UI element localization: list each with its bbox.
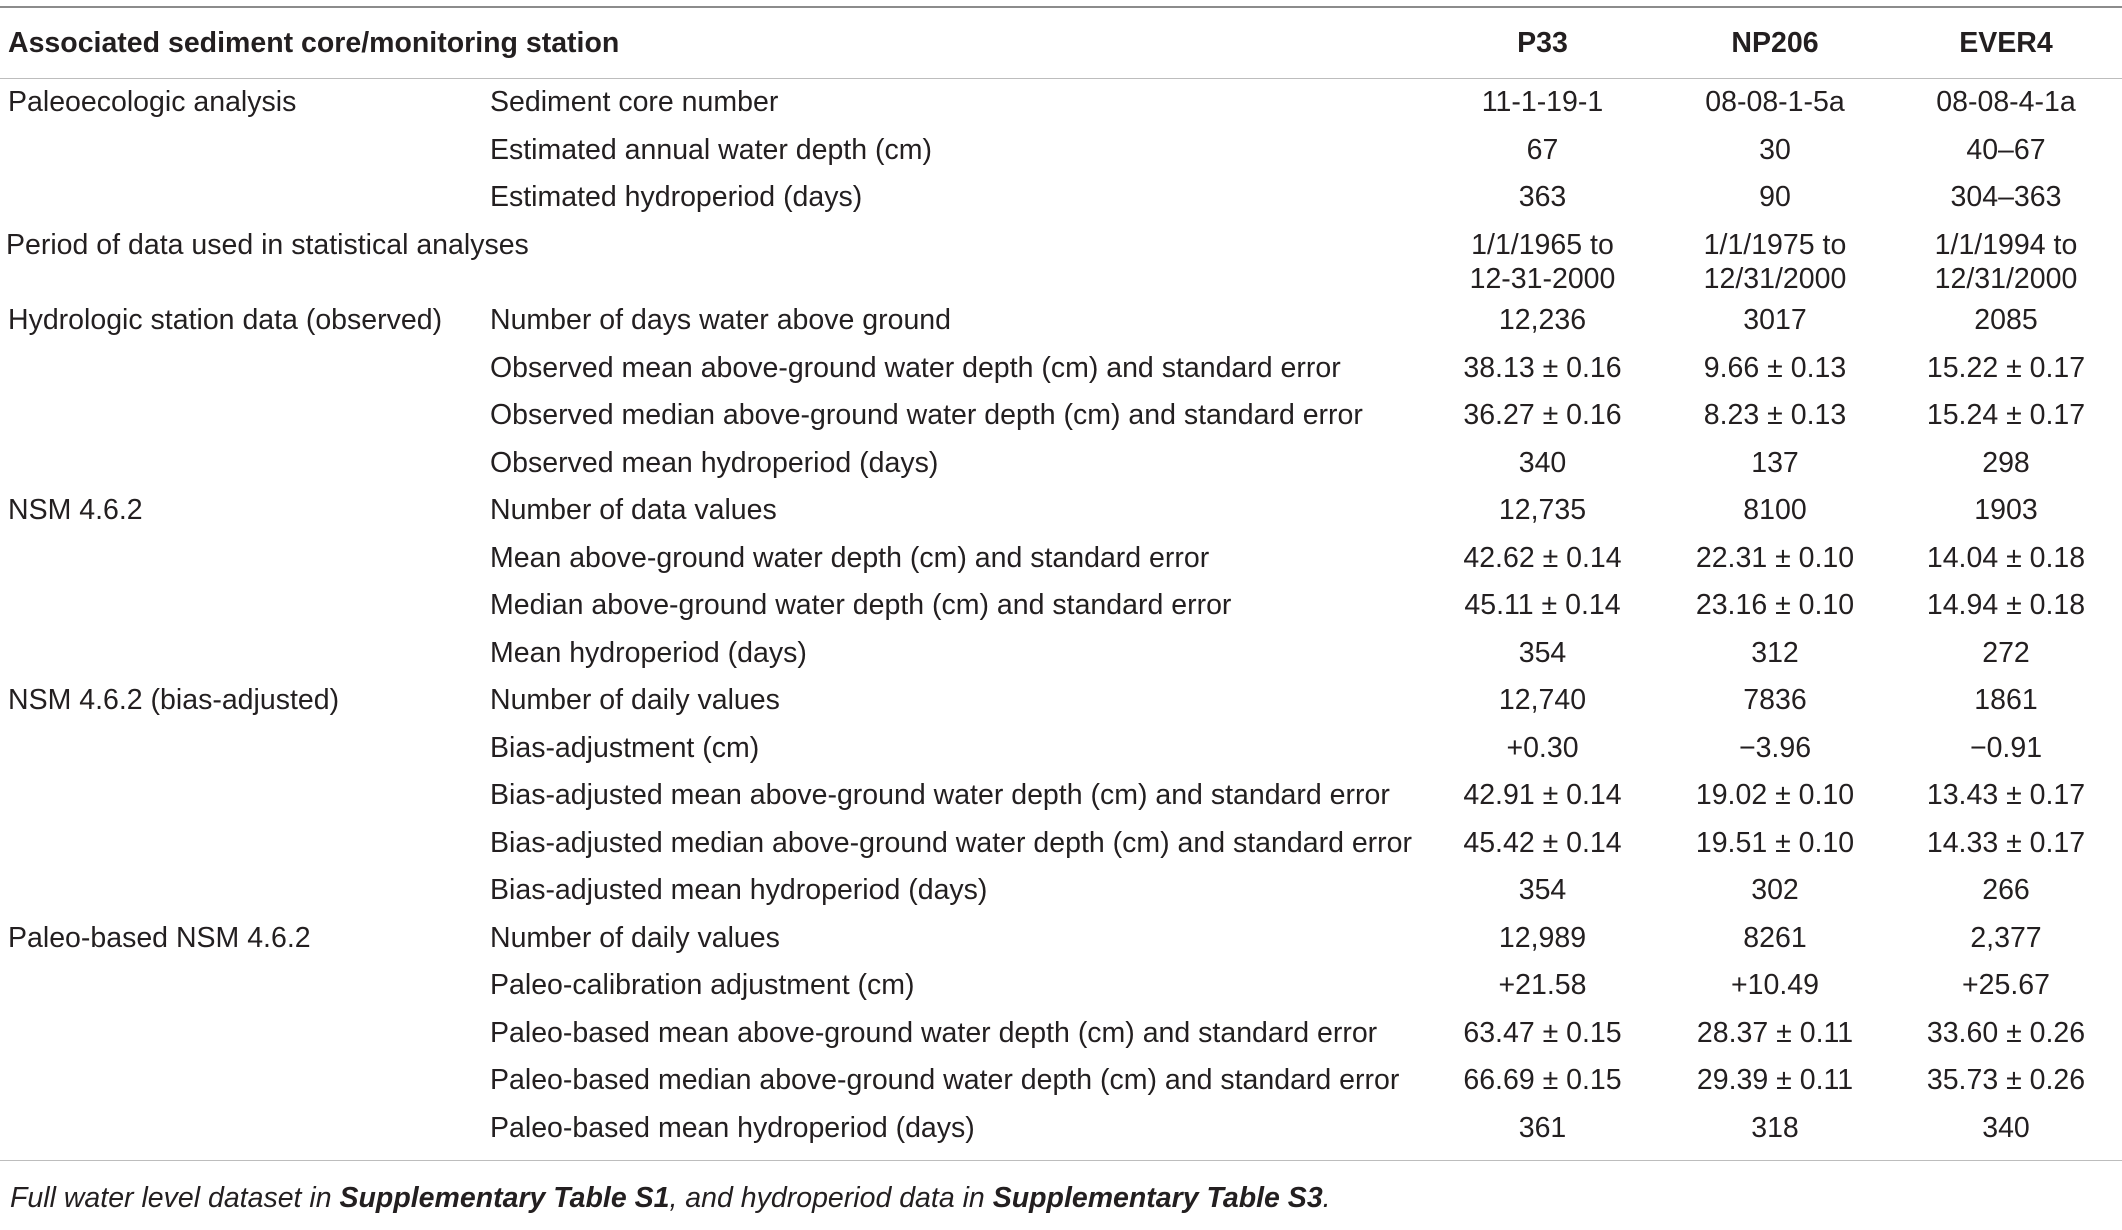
hydrology-table — [0, 8, 2122, 78]
value-np206: 3017 — [1743, 304, 1807, 336]
value-ever4: +25.67 — [1962, 969, 2050, 1001]
value-np206: 7836 — [1743, 684, 1807, 716]
value-p33: 11-1-19-1 — [1481, 86, 1604, 118]
header-station-ever4: EVER4 — [1959, 27, 2053, 59]
period-p33 — [1425, 222, 1660, 298]
table-row — [0, 1057, 2122, 1105]
table-row — [0, 772, 2122, 820]
table-row — [0, 297, 2122, 345]
period-row — [0, 222, 2122, 298]
row-label: Paleo-based median above-ground water depth (cm) and standard error — [490, 1064, 1400, 1096]
bottom-rule — [0, 1160, 2122, 1161]
value-p33: 12,236 — [1498, 304, 1587, 336]
header-label: Associated sediment core/monitoring station — [8, 27, 620, 59]
row-label: Bias-adjusted mean above-ground water depth (cm) and standard error — [490, 779, 1390, 811]
value-np206: 318 — [1751, 1111, 1799, 1144]
value-np206: 22.31 ± 0.10 — [1695, 541, 1855, 574]
footnote-ref-s1[interactable]: Supplementary Table S1 — [339, 1182, 670, 1214]
value-ever4: 2085 — [1974, 304, 2038, 336]
table-row — [0, 677, 2122, 725]
value-p33: 42.62 ± 0.14 — [1463, 541, 1622, 574]
period-label: Period of data used in statistical analyses — [6, 228, 529, 261]
table-row — [0, 1105, 2122, 1153]
group-label: Paleoecologic analysis — [8, 86, 297, 118]
table-row — [0, 725, 2122, 773]
value-p33: 354 — [1518, 874, 1567, 906]
value-np206: 19.51 ± 0.10 — [1695, 826, 1855, 859]
row-label: Paleo-based mean above-ground water depth (cm) and standard error — [490, 1016, 1378, 1049]
header-station-np206: NP206 — [1731, 27, 1819, 59]
footnote-text-1: Full water level dataset in — [10, 1182, 340, 1214]
table-row — [0, 79, 2122, 127]
row-label: Median above-ground water depth (cm) and standard error — [490, 589, 1232, 621]
value-np206: 137 — [1751, 446, 1799, 479]
row-label: Observed mean above-ground water depth (cm) and standard error — [490, 351, 1341, 384]
value-np206: 23.16 ± 0.10 — [1695, 589, 1855, 621]
value-p33: +0.30 — [1506, 731, 1579, 764]
period-np206-end: 12/31/2000 — [1703, 263, 1847, 295]
value-ever4: 272 — [1982, 636, 2030, 669]
period-ever4-start: 1/1/1994 to — [1934, 228, 2078, 261]
value-p33: 45.42 ± 0.14 — [1463, 826, 1622, 859]
value-np206: 312 — [1751, 636, 1799, 669]
footnote-text-3: . — [1322, 1182, 1331, 1214]
value-p33: 36.27 ± 0.16 — [1463, 399, 1622, 431]
row-label: Paleo-based mean hydroperiod (days) — [490, 1111, 975, 1144]
footnote-ref-s3[interactable]: Supplementary Table S3 — [992, 1182, 1323, 1214]
period-np206-start: 1/1/1975 to — [1703, 228, 1847, 261]
value-ever4: 2,377 — [1970, 921, 2042, 954]
value-ever4: 15.24 ± 0.17 — [1926, 399, 2086, 431]
period-np206 — [1660, 222, 1890, 298]
value-p33: 12,740 — [1498, 684, 1587, 716]
period-ever4-end: 12/31/2000 — [1934, 263, 2078, 295]
group-label: Paleo-based NSM 4.6.2 — [8, 921, 311, 954]
table-row — [0, 345, 2122, 393]
value-p33: 63.47 ± 0.15 — [1463, 1016, 1622, 1049]
value-p33: 340 — [1518, 446, 1567, 479]
group-label: NSM 4.6.2 — [8, 494, 143, 526]
period-p33-start: 1/1/1965 to — [1471, 228, 1614, 261]
row-label: Estimated hydroperiod (days) — [490, 181, 863, 213]
value-np206: 29.39 ± 0.11 — [1696, 1064, 1854, 1096]
value-np206: 8100 — [1743, 494, 1807, 526]
table-row — [0, 915, 2122, 963]
value-ever4: 13.43 ± 0.17 — [1926, 779, 2086, 811]
value-ever4: 304–363 — [1950, 181, 2062, 213]
value-np206: +10.49 — [1731, 969, 1819, 1001]
value-np206: 30 — [1759, 133, 1791, 166]
value-np206: 9.66 ± 0.13 — [1703, 351, 1847, 384]
row-label: Number of daily values — [490, 684, 780, 716]
table-row — [0, 630, 2122, 678]
value-p33: 42.91 ± 0.14 — [1463, 779, 1622, 811]
header-station-p33: P33 — [1517, 27, 1568, 59]
table-row — [0, 535, 2122, 583]
value-p33: 67 — [1526, 133, 1559, 166]
table-body — [0, 79, 2122, 1152]
value-np206: 08-08-1-5a — [1705, 86, 1845, 118]
value-np206: 302 — [1751, 874, 1799, 906]
row-label: Number of days water above ground — [490, 304, 952, 336]
value-ever4: 1861 — [1974, 684, 2038, 716]
table-row — [0, 174, 2122, 222]
value-ever4: 08-08-4-1a — [1936, 86, 2076, 118]
row-label: Mean hydroperiod (days) — [490, 636, 807, 669]
group-label: NSM 4.6.2 (bias-adjusted) — [8, 684, 340, 716]
period-ever4 — [1890, 222, 2122, 298]
value-p33: 45.11 ± 0.14 — [1464, 589, 1621, 621]
value-np206: 28.37 ± 0.11 — [1696, 1016, 1854, 1049]
value-ever4: 14.94 ± 0.18 — [1926, 589, 2086, 621]
value-np206: 8261 — [1743, 921, 1807, 954]
table-row — [0, 1010, 2122, 1058]
table-row — [0, 487, 2122, 535]
value-ever4: 14.04 ± 0.18 — [1926, 541, 2086, 574]
row-label: Observed median above-ground water depth (cm) and standard error — [490, 399, 1363, 431]
table-row — [0, 392, 2122, 440]
value-p33: 354 — [1518, 636, 1567, 669]
value-np206: −3.96 — [1738, 731, 1812, 764]
row-label: Number of data values — [490, 494, 777, 526]
table-row — [0, 820, 2122, 868]
value-ever4: 35.73 ± 0.26 — [1926, 1064, 2086, 1096]
group-label: Hydrologic station data (observed) — [8, 304, 443, 336]
value-ever4: 266 — [1982, 874, 2030, 906]
data-table — [0, 6, 2122, 1161]
row-label: Sediment core number — [490, 86, 779, 118]
row-label: Mean above-ground water depth (cm) and standard error — [490, 541, 1210, 574]
footnote-text-2: , and hydroperiod data in — [669, 1182, 993, 1214]
period-p33-end: 12-31-2000 — [1469, 263, 1616, 295]
value-ever4: 40–67 — [1966, 133, 2046, 166]
row-label: Paleo-calibration adjustment (cm) — [490, 969, 915, 1001]
row-label: Bias-adjusted mean hydroperiod (days) — [490, 874, 988, 906]
value-np206: 90 — [1759, 181, 1791, 213]
row-label: Bias-adjustment (cm) — [490, 731, 760, 764]
value-ever4: 340 — [1982, 1111, 2030, 1144]
table-row — [0, 582, 2122, 630]
value-p33: 12,989 — [1498, 921, 1587, 954]
value-ever4: 14.33 ± 0.17 — [1926, 826, 2086, 859]
value-np206: 19.02 ± 0.10 — [1695, 779, 1855, 811]
row-label: Bias-adjusted median above-ground water depth (cm) and standard error — [490, 826, 1413, 859]
value-ever4: 1903 — [1974, 494, 2038, 526]
value-p33: +21.58 — [1498, 969, 1587, 1001]
value-ever4: −0.91 — [1969, 731, 2043, 764]
value-p33: 361 — [1518, 1111, 1567, 1144]
value-ever4: 298 — [1982, 446, 2030, 479]
value-p33: 38.13 ± 0.16 — [1463, 351, 1622, 384]
table-row — [0, 962, 2122, 1010]
row-label: Number of daily values — [490, 921, 780, 954]
row-label: Observed mean hydroperiod (days) — [490, 446, 939, 479]
table-row — [0, 127, 2122, 175]
value-np206: 8.23 ± 0.13 — [1703, 399, 1847, 431]
value-p33: 66.69 ± 0.15 — [1463, 1064, 1622, 1096]
row-label: Estimated annual water depth (cm) — [490, 133, 932, 166]
table-row — [0, 440, 2122, 488]
value-p33: 363 — [1518, 181, 1567, 213]
value-p33: 12,735 — [1498, 494, 1587, 526]
value-ever4: 33.60 ± 0.26 — [1926, 1016, 2086, 1049]
table-row — [0, 867, 2122, 915]
header-row — [0, 8, 2122, 78]
value-ever4: 15.22 ± 0.17 — [1926, 351, 2086, 384]
table-footnote — [10, 1180, 1331, 1216]
